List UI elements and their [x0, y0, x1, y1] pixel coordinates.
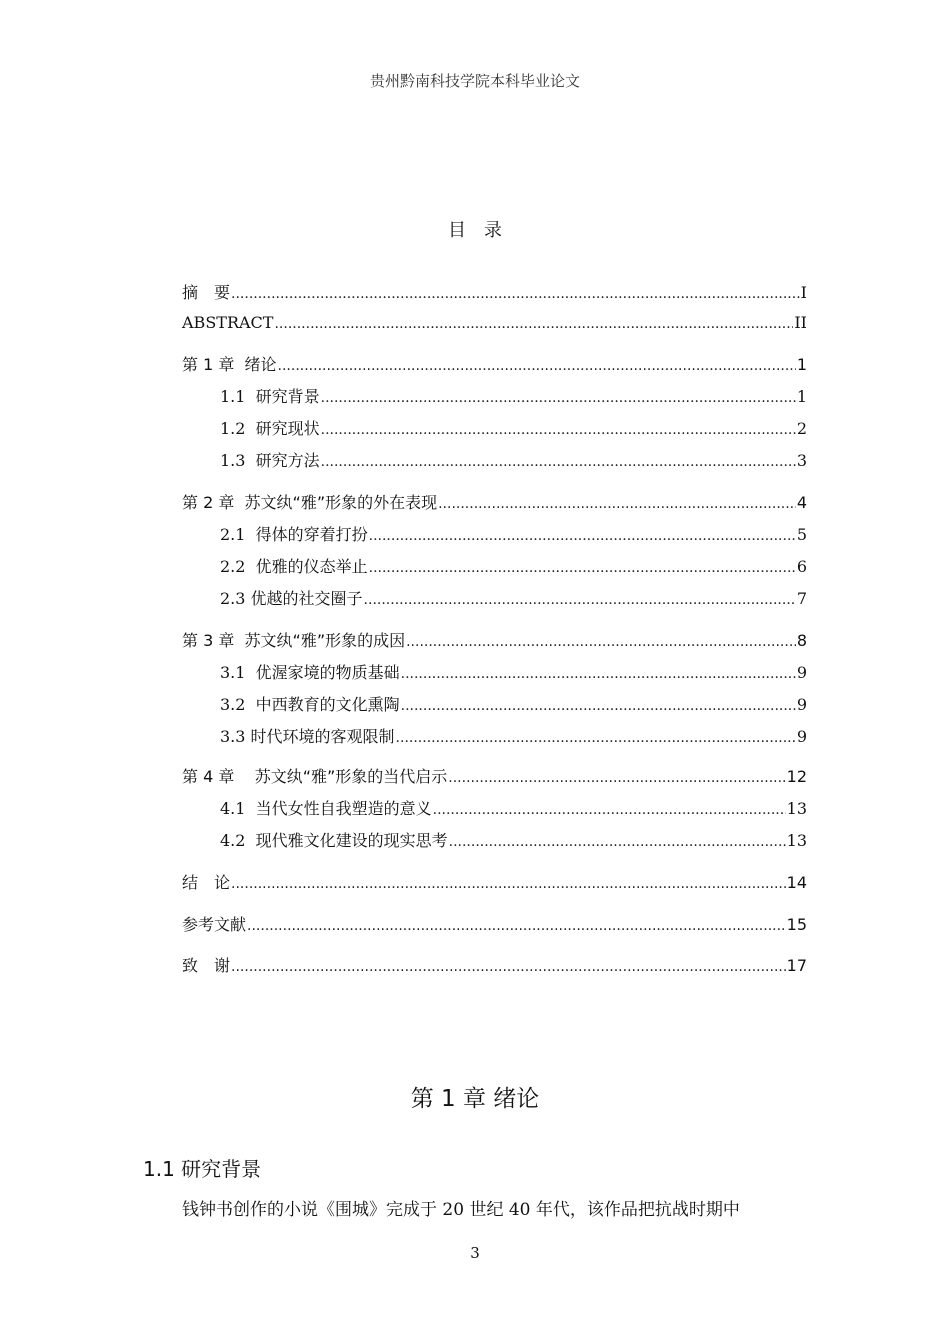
section-heading: 1.1 研究背景 [143, 1157, 262, 1181]
toc-entry-section-4-2[interactable] [220, 828, 807, 854]
toc-entry-label: 3.1 优渥家境的物质基础 [220, 663, 400, 682]
toc-entry-section-3-3[interactable] [220, 724, 807, 750]
toc-entry-page: 7 [796, 589, 807, 608]
toc-entry-section-3-1[interactable] [220, 660, 807, 686]
toc-entry-label: 2.3 优越的社交圈子 [220, 589, 363, 608]
toc-entry-label: 参考文献 [182, 915, 247, 934]
toc-entry-page: 8 [796, 631, 807, 650]
toc-leader [396, 725, 796, 751]
toc-entry-label: 1.2 研究现状 [220, 419, 320, 438]
toc-entry-label: 4.2 现代雅文化建设的现实思考 [220, 831, 448, 850]
toc-entry-page: 17 [786, 956, 807, 975]
toc-entry-page: II [794, 313, 807, 332]
toc-entry-label: 结 论 [182, 873, 231, 892]
toc-leader [433, 797, 786, 823]
toc-entry-section-1-2[interactable] [220, 416, 807, 442]
chapter-heading: 第 1 章 绪论 [410, 1086, 540, 1112]
toc-entry-references[interactable] [182, 912, 807, 938]
toc-entry-page: 3 [796, 451, 807, 470]
toc-entry-label: 1.3 研究方法 [220, 451, 320, 470]
toc-entry-label: 第 1 章 绪论 [182, 355, 277, 374]
toc-title: 目录 [448, 220, 520, 241]
toc-entry-label: 第 4 章 苏文纨“雅”形象的当代启示 [182, 767, 448, 786]
toc-leader [274, 311, 793, 337]
toc-leader [278, 353, 796, 379]
toc-entry-label: 3.3 时代环境的客观限制 [220, 727, 395, 746]
toc-entry-page: 5 [796, 525, 807, 544]
toc-entry-chapter-3[interactable] [182, 628, 807, 654]
toc-entry-label: 第 2 章 苏文纨“雅”形象的外在表现 [182, 493, 438, 512]
toc-leader [321, 417, 796, 443]
toc-entry-section-1-1[interactable] [220, 384, 807, 410]
toc-entry-page: 9 [796, 695, 807, 714]
toc-entry-chapter-2[interactable] [182, 490, 807, 516]
toc-entry-page: 1 [796, 387, 807, 406]
toc-entry-label: 致 谢 [182, 956, 231, 975]
page-header: 贵州黔南科技学院本科毕业论文 [369, 72, 580, 90]
toc-entry-label: 1.1 研究背景 [220, 387, 320, 406]
toc-entry-label: 2.1 得体的穿着打扮 [220, 525, 368, 544]
toc-leader [369, 523, 796, 549]
toc-entry-page: 9 [796, 663, 807, 682]
toc-entry-label: 4.1 当代女性自我塑造的意义 [220, 799, 432, 818]
toc-entry-section-2-2[interactable] [220, 554, 807, 580]
toc-entry-abstract-cn[interactable] [182, 280, 807, 306]
toc-entry-page: 13 [786, 831, 807, 850]
page-number: 3 [470, 1244, 480, 1262]
toc-leader [401, 693, 796, 719]
body-paragraph: 钱钟书创作的小说《围城》完成于 20 世纪 40 年代，该作品把抗战时期中 [182, 1200, 740, 1220]
toc-entry-abstract-en[interactable] [182, 310, 807, 336]
toc-entry-chapter-4[interactable] [182, 764, 807, 790]
toc-leader [406, 629, 796, 655]
toc-leader [321, 385, 796, 411]
toc-entry-section-4-1[interactable] [220, 796, 807, 822]
toc-entry-acknowledgements[interactable] [182, 953, 807, 979]
toc-leader [448, 765, 785, 791]
toc-entry-section-1-3[interactable] [220, 448, 807, 474]
toc-entry-label: ABSTRACT [182, 313, 274, 332]
toc-leader [449, 829, 786, 855]
toc-leader [364, 587, 796, 613]
toc-leader [401, 661, 796, 687]
toc-entry-label: 2.2 优雅的仪态举止 [220, 557, 368, 576]
toc-entry-section-3-2[interactable] [220, 692, 807, 718]
toc-entry-page: 9 [796, 727, 807, 746]
toc-entry-chapter-1[interactable] [182, 352, 807, 378]
toc-entry-page: 4 [796, 493, 807, 512]
toc-entry-section-2-1[interactable] [220, 522, 807, 548]
toc-entry-page: 15 [786, 915, 807, 934]
toc-entry-page: 2 [796, 419, 807, 438]
toc-entry-page: 6 [796, 557, 807, 576]
toc-entry-page: I [800, 283, 807, 302]
toc-leader [321, 449, 796, 475]
toc-leader [369, 555, 796, 581]
toc-leader [438, 491, 796, 517]
toc-leader [247, 913, 786, 939]
toc-entry-label: 摘 要 [182, 283, 231, 302]
toc-leader [231, 281, 800, 307]
toc-entry-page: 14 [786, 873, 807, 892]
toc-entry-page: 12 [786, 767, 807, 786]
toc-leader [231, 954, 786, 980]
toc-leader [231, 871, 786, 897]
toc-entry-page: 13 [786, 799, 807, 818]
toc-entry-section-2-3[interactable] [220, 586, 807, 612]
toc-entry-label: 3.2 中西教育的文化熏陶 [220, 695, 400, 714]
toc-entry-conclusion[interactable] [182, 870, 807, 896]
toc-entry-page: 1 [796, 355, 807, 374]
toc-entry-label: 第 3 章 苏文纨“雅”形象的成因 [182, 631, 406, 650]
